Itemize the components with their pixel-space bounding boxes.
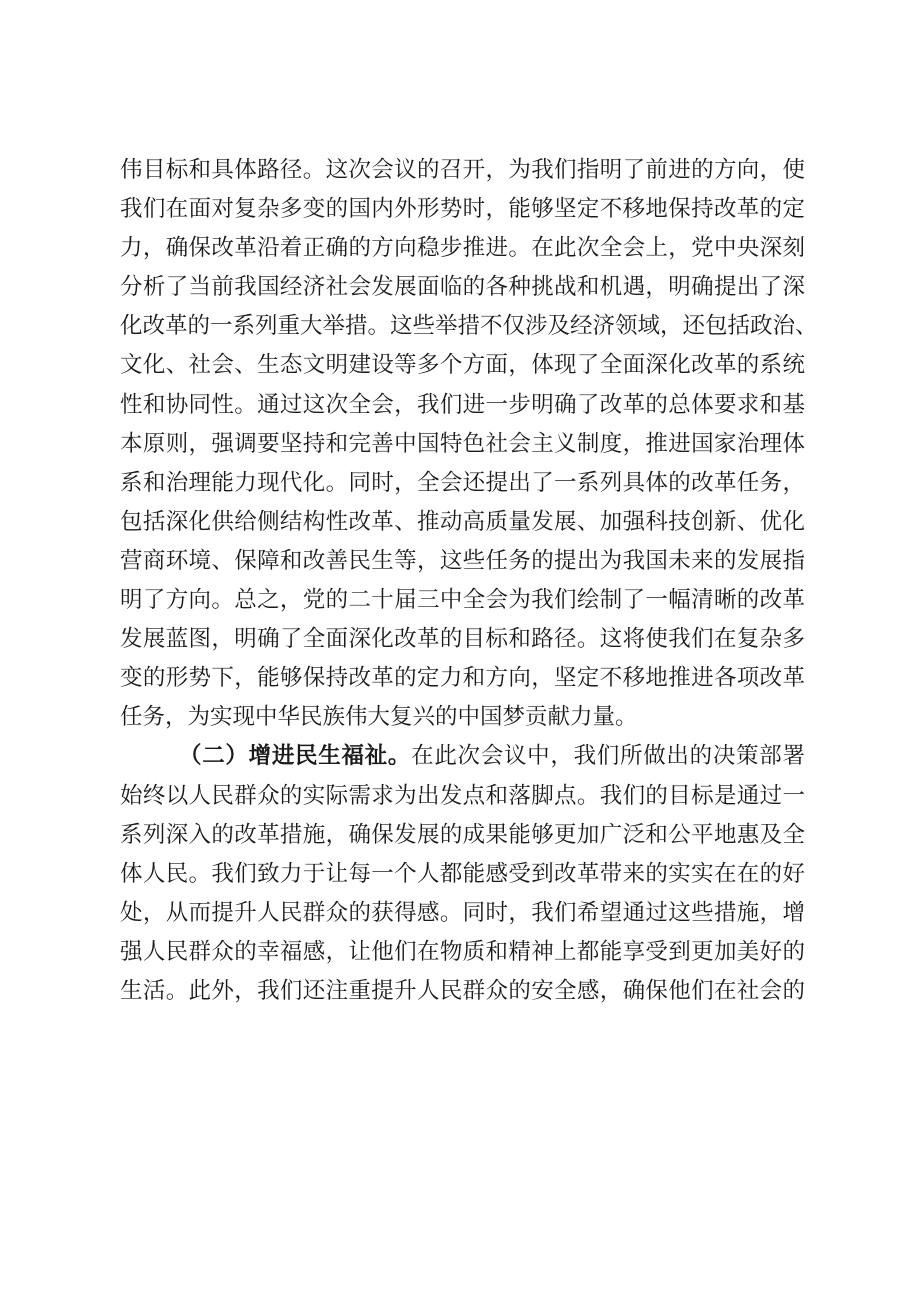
text-line: 本原则，强调要坚持和完善中国特色社会主义制度，推进国家治理体 [120,430,805,457]
text-line: 强人民群众的幸福感，让他们在物质和精神上都能享受到更加美好的 [120,938,805,965]
section-intro-text: 在此次会议中，我们所做出的决策部署 [411,743,805,770]
text-line: 生活。此外，我们还注重提升人民群众的安全感，确保他们在社会的 [120,977,805,1004]
text-line: 体人民。我们致力于让每一个人都能感受到改革带来的实实在在的好 [120,860,805,887]
text-line: 文化、社会、生态文明建设等多个方面，体现了全面深化改革的系统 [120,352,805,379]
text-line: 始终以人民群众的实际需求为出发点和落脚点。我们的目标是通过一 [120,782,805,809]
text-line: 力，确保改革沿着正确的方向稳步推进。在此次全会上，党中央深刻 [120,235,805,262]
text-line: 包括深化供给侧结构性改革、推动高质量发展、加强科技创新、优化 [120,508,805,535]
text-line: 营商环境、保障和改善民生等，这些任务的提出为我国未来的发展指 [120,547,805,574]
text-line: 化改革的一系列重大举措。这些举措不仅涉及经济领域，还包括政治、 [120,313,818,340]
text-line: 任务，为实现中华民族伟大复兴的中国梦贡献力量。 [120,704,638,731]
document-page [120,151,818,1011]
text-line: 明了方向。总之，党的二十届三中全会为我们绘制了一幅清晰的改革 [120,587,805,614]
paragraph-reform-summary [120,151,818,737]
paragraph-livelihood [120,737,805,1011]
text-line: 发展蓝图，明确了全面深化改革的目标和路径。这将使我们在复杂多 [120,626,805,653]
text-line: 系和治理能力现代化。同时，全会还提出了一系列具体的改革任务， [120,469,805,496]
text-line: 系列深入的改革措施，确保发展的成果能够更加广泛和公平地惠及全 [120,821,805,848]
text-line: 变的形势下，能够保持改革的定力和方向，坚定不移地推进各项改革 [120,665,805,692]
text-line: 性和协同性。通过这次全会，我们进一步明确了改革的总体要求和基 [120,391,805,418]
text-line: 分析了当前我国经济社会发展面临的各种挑战和机遇，明确提出了深 [120,274,805,301]
text-line: 伟目标和具体路径。这次会议的召开，为我们指明了前进的方向，使 [120,157,805,183]
text-line: 处，从而提升人民群众的获得感。同时，我们希望通过这些措施，增 [120,899,805,926]
section-first-line [120,737,805,776]
text-line: 我们在面对复杂多变的国内外形势时，能够坚定不移地保持改革的定 [120,196,805,223]
section-heading: （二）增进民生福祉。 [179,743,412,770]
